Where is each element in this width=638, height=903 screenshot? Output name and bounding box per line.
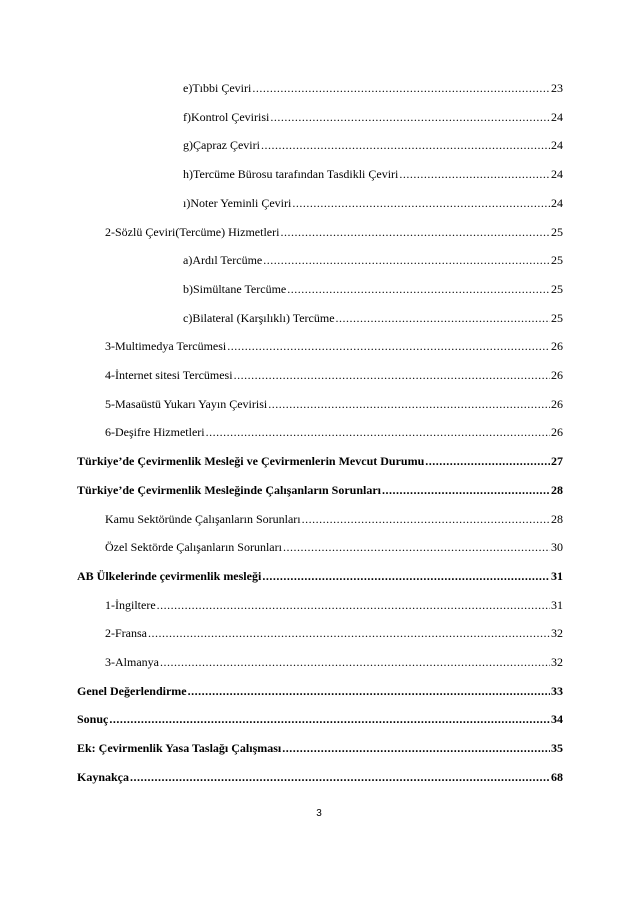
toc-dot-leader (109, 712, 550, 726)
toc-entry-page: 31 (551, 569, 563, 583)
toc-entry-label: 6-Deşifre Hizmetleri (105, 425, 205, 439)
toc-entry-page: 33 (551, 684, 563, 698)
toc-entry[interactable] (183, 196, 563, 210)
toc-entry[interactable] (77, 569, 563, 583)
toc-entry-page: 26 (551, 425, 563, 439)
toc-dot-leader (283, 540, 550, 554)
toc-dot-leader (160, 655, 550, 669)
toc-dot-leader (270, 110, 550, 124)
toc-entry[interactable] (77, 712, 563, 726)
toc-entry-page: 68 (551, 770, 563, 784)
toc-entry-page: 30 (551, 540, 563, 554)
toc-entry-page: 26 (551, 397, 563, 411)
toc-entry-page: 24 (551, 167, 563, 181)
toc-entry-label: b)Simültane Tercüme (183, 282, 287, 296)
toc-dot-leader (280, 225, 550, 239)
toc-entry-page: 25 (551, 311, 563, 325)
toc-entry-page: 27 (551, 454, 563, 468)
toc-entry[interactable] (105, 425, 563, 439)
toc-entry[interactable] (77, 741, 563, 755)
toc-dot-leader (157, 598, 550, 612)
toc-dot-leader (227, 339, 550, 353)
toc-entry-label: f)Kontrol Çevirisi (183, 110, 270, 124)
toc-dot-leader (188, 684, 550, 698)
toc-entry[interactable] (105, 626, 563, 640)
toc-entry-label: a)Ardıl Tercüme (183, 253, 263, 267)
toc-dot-leader (148, 626, 550, 640)
toc-entry[interactable] (183, 253, 563, 267)
toc-entry-label: Sonuç (77, 712, 109, 726)
toc-dot-leader (282, 741, 550, 755)
toc-entry-label: 3-Almanya (105, 655, 159, 669)
toc-dot-leader (234, 368, 550, 382)
toc-entry-label: 5-Masaüstü Yukarı Yayın Çevirisi (105, 397, 268, 411)
toc-entry-label: 1-İngiltere (105, 598, 156, 612)
toc-entry[interactable] (77, 684, 563, 698)
toc-entry-label: g)Çapraz Çeviri (183, 138, 260, 152)
toc-entry-label: 2-Sözlü Çeviri(Tercüme) Hizmetleri (105, 225, 280, 239)
toc-entry-page: 26 (551, 339, 563, 353)
toc-entry[interactable] (77, 454, 563, 468)
toc-entry[interactable] (183, 138, 563, 152)
toc-entry[interactable] (105, 655, 563, 669)
toc-entry[interactable] (77, 483, 563, 497)
toc-entry-label: ı)Noter Yeminli Çeviri (183, 196, 292, 210)
toc-entry-page: 25 (551, 253, 563, 267)
toc-dot-leader (425, 454, 550, 468)
toc-dot-leader (382, 483, 550, 497)
toc-dot-leader (292, 196, 550, 210)
toc-dot-leader (130, 770, 550, 784)
toc-dot-leader (263, 253, 550, 267)
toc-entry-label: Kaynakça (77, 770, 130, 784)
toc-entry[interactable] (183, 81, 563, 95)
toc-entry-label: e)Tıbbi Çeviri (183, 81, 252, 95)
toc-entry-page: 28 (551, 483, 563, 497)
toc-entry[interactable] (183, 110, 563, 124)
toc-entry[interactable] (105, 225, 563, 239)
toc-entry[interactable] (105, 368, 563, 382)
toc-entry-page: 32 (551, 626, 563, 640)
toc-dot-leader (261, 138, 550, 152)
toc-entry-page: 25 (551, 282, 563, 296)
toc-dot-leader (399, 167, 550, 181)
toc-entry-page: 25 (551, 225, 563, 239)
toc-dot-leader (262, 569, 550, 583)
toc-entry[interactable] (105, 512, 563, 526)
toc-entry-page: 34 (551, 712, 563, 726)
toc-entry-label: Türkiye’de Çevirmenlik Mesleğinde Çalışanların Sorunları (77, 483, 382, 497)
page-number: 3 (316, 808, 322, 819)
toc-dot-leader (268, 397, 550, 411)
toc-entry-page: 24 (551, 196, 563, 210)
toc-entry-page: 26 (551, 368, 563, 382)
toc-entry-label: Ek: Çevirmenlik Yasa Taslağı Çalışması (77, 741, 282, 755)
toc-entry-page: 32 (551, 655, 563, 669)
toc-entry[interactable] (105, 397, 563, 411)
toc-entry[interactable] (105, 598, 563, 612)
toc-entry-label: Türkiye’de Çevirmenlik Mesleği ve Çevirmenlerin Mevcut Durumu (77, 454, 425, 468)
toc-dot-leader (252, 81, 550, 95)
toc-entry-label: 4-İnternet sitesi Tercümesi (105, 368, 233, 382)
toc-entry[interactable] (105, 339, 563, 353)
toc-dot-leader (302, 512, 550, 526)
toc-entry-label: Genel Değerlendirme (77, 684, 187, 698)
toc-entry[interactable] (183, 311, 563, 325)
toc-entry-page: 24 (551, 138, 563, 152)
toc-entry-label: Özel Sektörde Çalışanların Sorunları (105, 540, 282, 554)
toc-entry-label: Kamu Sektöründe Çalışanların Sorunları (105, 512, 301, 526)
toc-entry-page: 35 (551, 741, 563, 755)
toc-entry-label: h)Tercüme Bürosu tarafından Tasdikli Çeviri (183, 167, 399, 181)
toc-entry-page: 31 (551, 598, 563, 612)
toc-entry-label: 3-Multimedya Tercümesi (105, 339, 227, 353)
toc-entry[interactable] (183, 167, 563, 181)
toc-entry-page: 24 (551, 110, 563, 124)
toc-entry-label: AB Ülkelerinde çevirmenlik mesleği (77, 569, 262, 583)
toc-entry-page: 28 (551, 512, 563, 526)
toc-entry[interactable] (105, 540, 563, 554)
toc-dot-leader (336, 311, 550, 325)
toc-dot-leader (206, 425, 550, 439)
toc-entry[interactable] (77, 770, 563, 784)
toc-entry-page: 23 (551, 81, 563, 95)
toc-entry-label: c)Bilateral (Karşılıklı) Tercüme (183, 311, 335, 325)
toc-entry-label: 2-Fransa (105, 626, 147, 640)
toc-entry[interactable] (183, 282, 563, 296)
toc-dot-leader (287, 282, 550, 296)
